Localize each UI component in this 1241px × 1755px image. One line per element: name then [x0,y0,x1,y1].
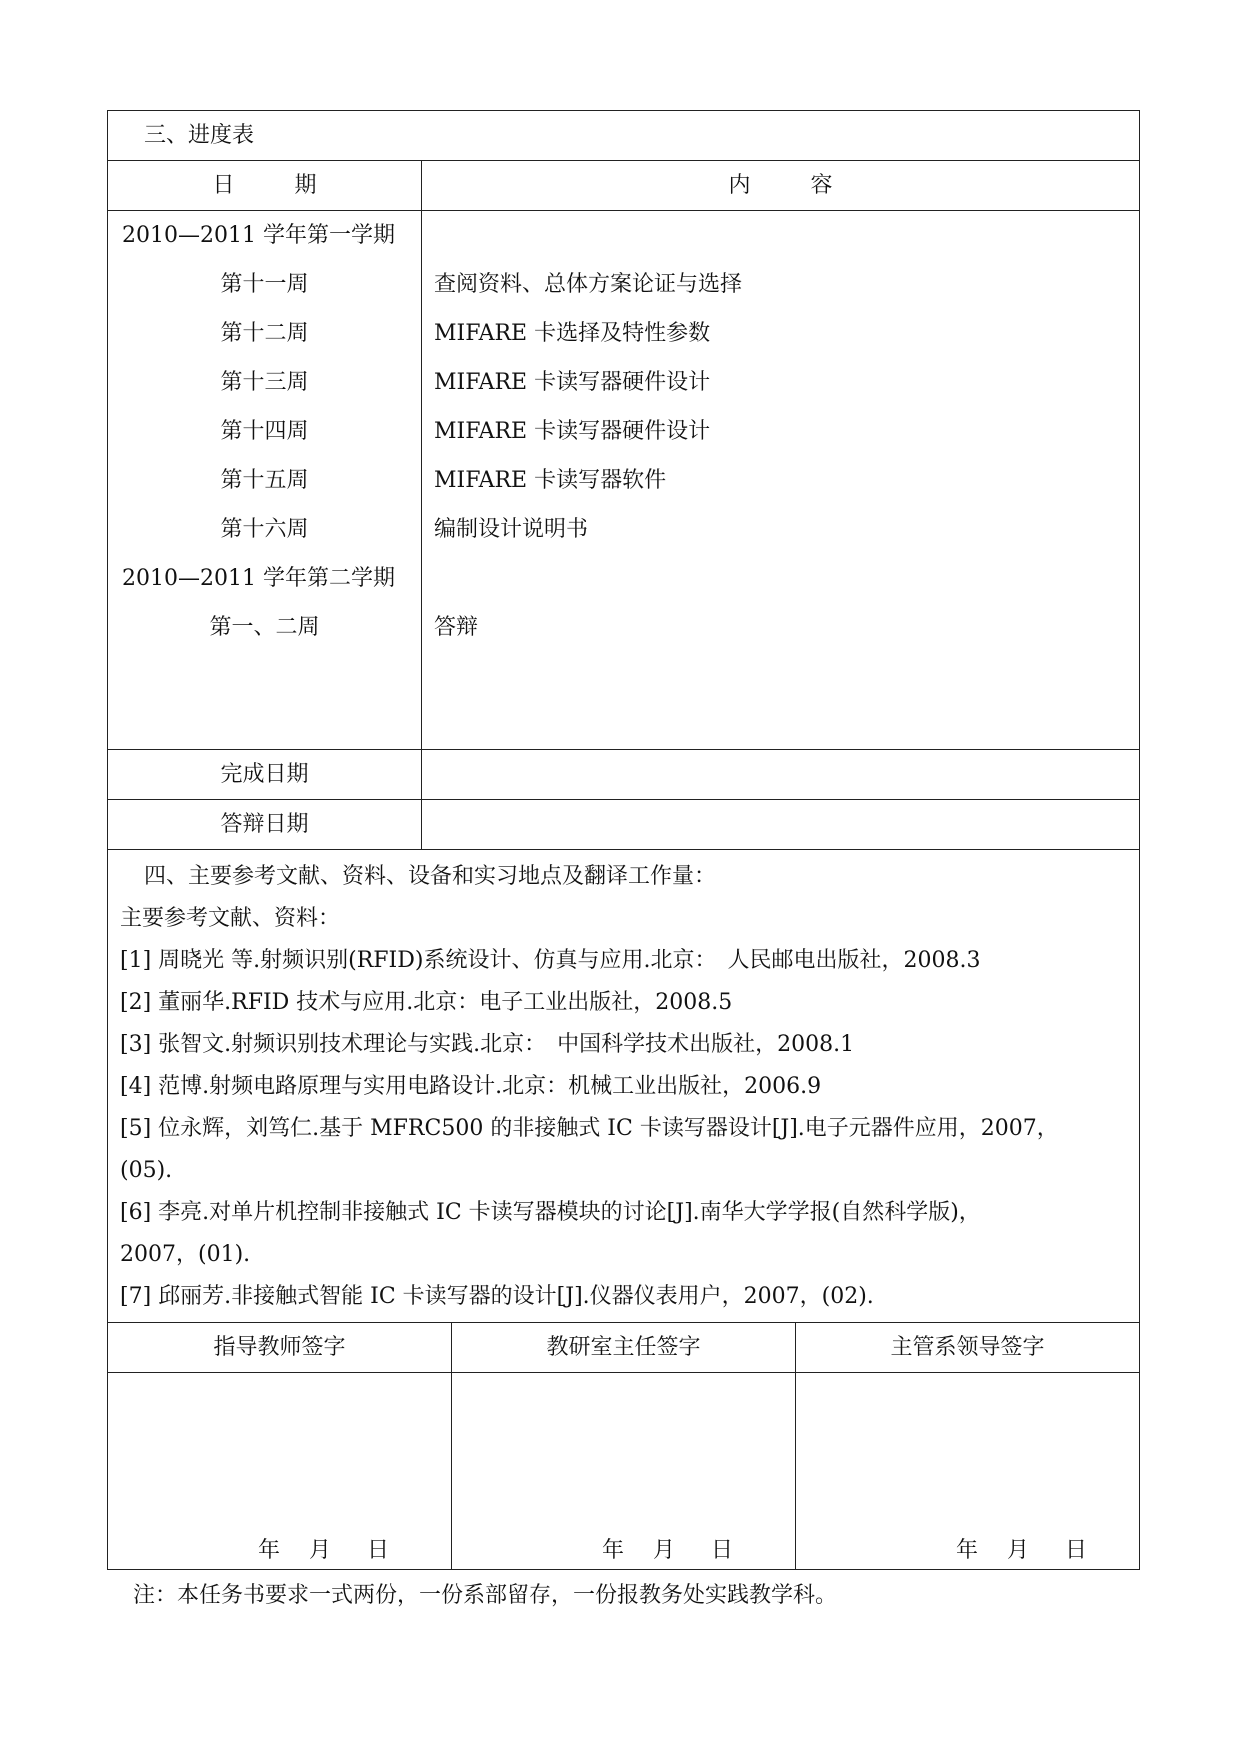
reference-line: [5] 位永辉，刘笃仁.基于 MFRC500 的非接触式 IC 卡读写器设计[J].电子元器件应用，2007， [120,1116,1059,1141]
reference-line: [6] 李亮.对单片机控制非接触式 IC 卡读写器模块的讨论[J].南华大学学报(自然科学版)， [120,1200,981,1225]
schedule-contents [422,211,1140,750]
leader-signature-label: 主管系领导签字 [796,1322,1140,1372]
schedule-content: MIFARE 卡读写器硬件设计 [434,419,711,444]
reference-line: [1] 周晓光 等.射频识别(RFID)系统设计、仿真与应用.北京： 人民邮电出版社，2008.3 [120,948,981,973]
completion-date-value [422,750,1140,800]
schedule-date: 2010—2011 学年第一学期 [122,223,395,248]
schedule-date: 第十三周 [220,370,309,395]
advisor-signature-box [108,1372,452,1569]
references-section [108,850,1140,1323]
reference-line: [7] 邱丽芳.非接触式智能 IC 卡读写器的设计[J].仪器仪表用户，2007，(02). [120,1284,874,1309]
reference-line: [2] 董丽华.RFID 技术与应用.北京：电子工业出版社，2008.5 [120,990,733,1015]
references-subtitle: 主要参考文献、资料： [120,906,341,931]
leader-signature-box [796,1372,1140,1569]
header-date: 日 期 [108,161,422,211]
schedule-content: MIFARE 卡选择及特性参数 [434,321,711,346]
schedule-content: 编制设计说明书 [434,517,589,542]
reference-line: 2007，(01). [120,1242,251,1267]
schedule-date: 第十四周 [220,419,309,444]
task-sheet [107,110,1139,1570]
footnote: 注：本任务书要求一式两份，一份系部留存，一份报教务处实践教学科。 [133,1583,838,1608]
schedule-date: 第十一周 [220,272,309,297]
defense-date-value [422,800,1140,850]
schedule-content: 答辩 [434,615,479,640]
schedule-content: 查阅资料、总体方案论证与选择 [434,272,743,297]
defense-date-label: 答辩日期 [108,800,422,850]
schedule-date: 第一、二周 [209,615,320,640]
director-signature-box [452,1372,796,1569]
schedule-date: 第十六周 [220,517,309,542]
reference-line: [4] 范博.射频电路原理与实用电路设计.北京：机械工业出版社，2006.9 [120,1074,822,1099]
section-4-title: 四、主要参考文献、资料、设备和实习地点及翻译工作量： [144,864,717,889]
schedule-content: MIFARE 卡读写器硬件设计 [434,370,711,395]
director-signature-label: 教研室主任签字 [452,1322,796,1372]
signature-date: 年 月 日 [602,1537,733,1563]
schedule-dates [108,211,422,750]
reference-line: [3] 张智文.射频识别技术理论与实践.北京： 中国科学技术出版社，2008.1 [120,1032,855,1057]
schedule-content [422,554,1139,603]
advisor-signature-label: 指导教师签字 [108,1322,452,1372]
reference-line: (05). [120,1158,173,1183]
schedule-content: MIFARE 卡读写器软件 [434,468,667,493]
schedule-date: 第十五周 [220,468,309,493]
signature-date: 年 月 日 [956,1537,1087,1563]
schedule-date: 2010—2011 学年第二学期 [122,566,395,591]
schedule-table [107,110,1140,1323]
signature-table [107,1322,1140,1570]
header-content: 内 容 [422,161,1140,211]
schedule-content [422,211,1139,260]
section-3-title: 三、进度表 [108,111,1140,161]
signature-date: 年 月 日 [258,1537,389,1563]
completion-date-label: 完成日期 [108,750,422,800]
schedule-date: 第十二周 [220,321,309,346]
